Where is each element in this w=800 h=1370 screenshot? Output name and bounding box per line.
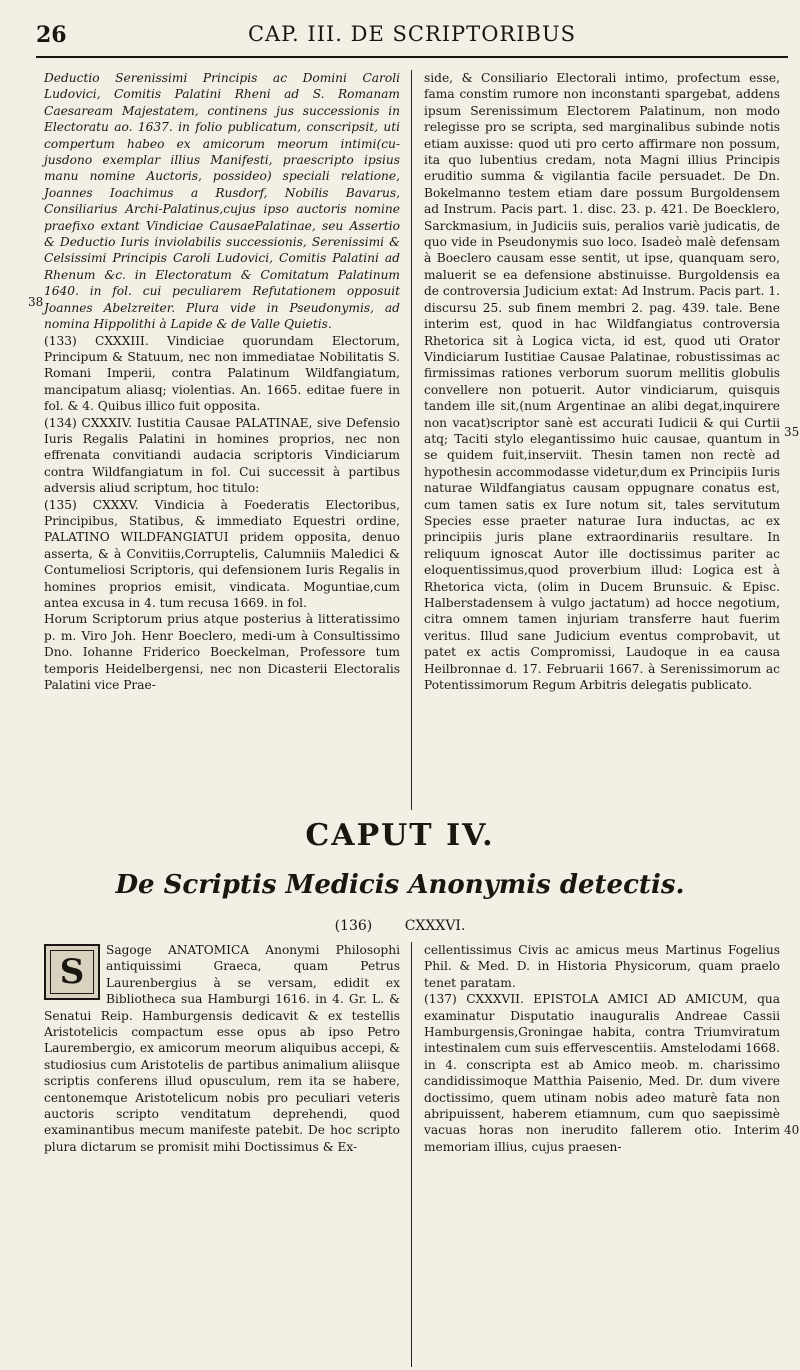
right-column-top xyxy=(424,70,780,693)
paragraph-deductio: Deductio Serenissimi Principis ac Domini Caroli Ludovici, Comitis Palatini Rheni ad S. Romanam Caesaream Majestatem, continens jus successionis in Electoratu ao. 1637. in folio publicatum, conscripsit, uti compertum habeo ex amicorum meorum intimi(cu-jusdono exemplar illius Manifesti, praescripto ipsius manu nomine Auctoris, possideo) speciali relatione, Joannes Ioachimus a Rusdorf, Nobilis Bavarus, Consiliarius Archi-Palatinus,cujus ipso auctoris nomine praefixo extant Vindiciae CausaePalatinae, seu Assertio & Deductio Iuris inviolabilis successionis, Serenissimi & Celsissimi Principis Caroli Ludovici, Comitis Palatini ad Rhenum &c. in Electoratum & Comitatum Palatinum 1640. in fol. cui peculiarem Refutationem opposuit Joannes Abelzreiter. Plura vide in Pseudonymis, ad nomina Hippolithi à Lapide & de Valle Quietis. xyxy=(44,71,400,332)
paragraph-135: (135) CXXXV. Vindicia à Foederatis Electoribus, Principibus, Statibus, & immediato Equestri ordine, PALATINO WILDFANGIATUI pridem opposita, denuo asserta, & à Convitiis,Corruptelis, Calumniis Maledici & Contumeliosi Scriptoris, qui defensionem Iuris Regalis in homines proprios emisit, vindicata. Moguntiae,cum antea excusa in 4. tum recusa 1669. in fol. xyxy=(44,497,400,610)
ornamental-initial xyxy=(44,944,100,1000)
left-column-top xyxy=(44,70,400,693)
margin-number: 40 xyxy=(784,1123,800,1137)
entry-roman-numeral: CXXXVI. xyxy=(404,918,466,934)
header-rule xyxy=(36,56,788,58)
running-head: CAP. III. DE SCRIPTORIBUS xyxy=(247,22,577,46)
column-divider-lower xyxy=(411,942,412,1367)
paragraph-continuation: side, & Consiliario Electorali intimo, profectum esse, fama constim rumore non inconstanti spargebat, addens ipsum Serenissimum Electorem Palatinum, non modo relegisse pro se scripta, sed marginalibus subinde notis etiam auxisse: quod uti pro certo affirmare non possum, ita quo lubentius credam, nota Magni illius Principis eruditio summa & vigilantia facile persuadet. De Dn. Bokelmanno testem etiam dare possum Burgoldensem ad Instrum. Pacis part. 1. disc. 23. p. 421. De Boecklero, Sarckmasium, in Judiciis suis, peralios variè judicatis, de quo vide in Pseudonymis suo loco. Isadeò malè defensam à Boeclero causam esse sentit, ut ipse, quanquam sero, maluerit se ea defensione abstinuisse. Burgoldensis ea de controversia Judicium extat: Ad Instrum. Pacis part. 1. discursu 25. sub finem membri 2. pag. 439. tale. Bene interim est, quod in hac Wildfangiatus controversia Rhetorica sit à Logica victa, id est, quod uti Orator Vindiciarum Iustitiae Causae Palatinae, robustissimas ac firmissimas rationes verborum suorum mellitis globulis convellere non potuerit. Autor vindiciarum, quisquis tandem ille sit,(num Argentinae an alibi degat,inquirere non vacat)scriptor sanè est accurati Iudicii & qui Curtii atq; Taciti stylo elegantissimo huic causae, quantum in se quidem fuit,inserviit. Thesin tamen non rectè ad hypothesin accommodasse videtur,dum ex Principiis Iuris naturae Wildfangiatus causam oppugnare conatus est, cum tamen satis ex Iure notum sit, tales servitutum Species esse praeter naturae Iura inductas, ac ex principiis juris plane extraordinariis resultare. In reliquum ignoscat Autor ille doctissimus pariter ac eloquentissimus,quod proverbium illud: Logica est à Rhetorica victa, (olim in Ducem Brunsuic. & Episc. Halberstadensem à vulgo jactatum) ad hocce negotium, citra omnem tamen injuriam transferre haut fuerim veritus. Illud sane Judicium eventus comprobavit, ut patet ex actis Compromissi, Laudoque in ea causa Heilbronnae d. 17. Februarii 1667. à Serenissimorum ac Potentissimorum Regum Arbitris delegatis publicato. xyxy=(424,71,780,693)
page-header xyxy=(36,16,788,68)
paragraph-horum: Horum Scriptorum prius atque posterius à litteratissimo p. m. Viro Joh. Henr Boeclero, medi-um à Consultissimo Dno. Iohanne Friderico Boeckelman, Professore tum temporis Heidelbergensi, nec non Dicasterii Electoralis Palatini vice Prae- xyxy=(44,612,400,693)
paragraph-isagoge: Sagoge ANATOMICA Anonymi Philosophi antiquissimi Graeca, quam Petrus Laurenbergius à se versam, edidit ex Bibliotheca sua Hamburgi 1616. in 4. Gr. L. & Senatui Reip. Hamburgensis dedicavit & ex testellis Aristotelicis compactum esse opus ab ipso Petro Laurembergio, ex amicorum meorum aliquibus accepi, & studiosius cum Aristotelis de partibus animalium aliisque scriptis conferens illud opusculum, rem ita se habere, centonemque Aristotelicum nobis pro peculiari veteris auctoris scripto venditatum deprehendi, quod examinantibus mecum manifeste patebit. De hoc scripto plura dictarum se promisit mihi Doctissimus & Ex- xyxy=(44,943,400,1154)
paragraph-137: (137) CXXXVII. EPISTOLA AMICI AD AMICUM, qua examinatur Disputatio inauguralis Andreae Cassii Hamburgensis,Groningae habita, contra Triumviratum intestinalem cum suis effervescentiis. Amstelodami 1668. in 4. conscripta est ab Amico meob. m. charissimo candidissimoque Matthia Paisenio, Med. Dr. dum vivere doctissimo, quem utinam nobis adeo maturè fata non abripuissent, haberem etiamnum, cum quo saepissimè vacuas horas non inerudito fallerem otio. Interim memoriam illius, cujus praesen- xyxy=(424,992,780,1154)
initial-letter: S xyxy=(59,951,85,992)
initial-border xyxy=(50,950,94,994)
margin-number: 35 xyxy=(784,425,800,439)
entry-heading xyxy=(0,918,800,934)
chapter-subtitle: De Scriptis Medicis Anonymis detectis. xyxy=(115,870,685,900)
paragraph-133: (133) CXXXIII. Vindiciae quorundam Electorum, Principum & Statuum, nec non immediatae Nobilitatis S. Romani Imperii, contra Palatinum Wildfangiatum, mancipatum aliasq; violentias. An. 1665. editae fuere in fol. & 4. Quibus illico fuit opposita. xyxy=(44,333,400,414)
left-column-bottom xyxy=(44,942,400,1155)
right-column-bottom xyxy=(424,942,780,1155)
paragraph-fogelius: cellentissimus Civis ac amicus meus Martinus Fogelius Phil. & Med. D. in Historia Physicorum, quam praelo tenet paratam. xyxy=(424,943,780,990)
margin-number: 38 xyxy=(28,295,44,309)
column-divider xyxy=(411,70,412,810)
entry-number: (136) xyxy=(334,918,373,934)
page-number: 26 xyxy=(36,22,67,48)
chapter-title: CAPUT IV. xyxy=(305,818,495,853)
paragraph-134: (134) CXXXIV. Iustitia Causae PALATINAE, sive Defensio Iuris Regalis Palatini in homines proprios, nec non effrenata convitiandi audacia scriptoris Vindiciarum contra Wildfangiatum in fol. Cui successit à partibus adversis aliud scriptum, hoc titulo: xyxy=(44,415,400,496)
